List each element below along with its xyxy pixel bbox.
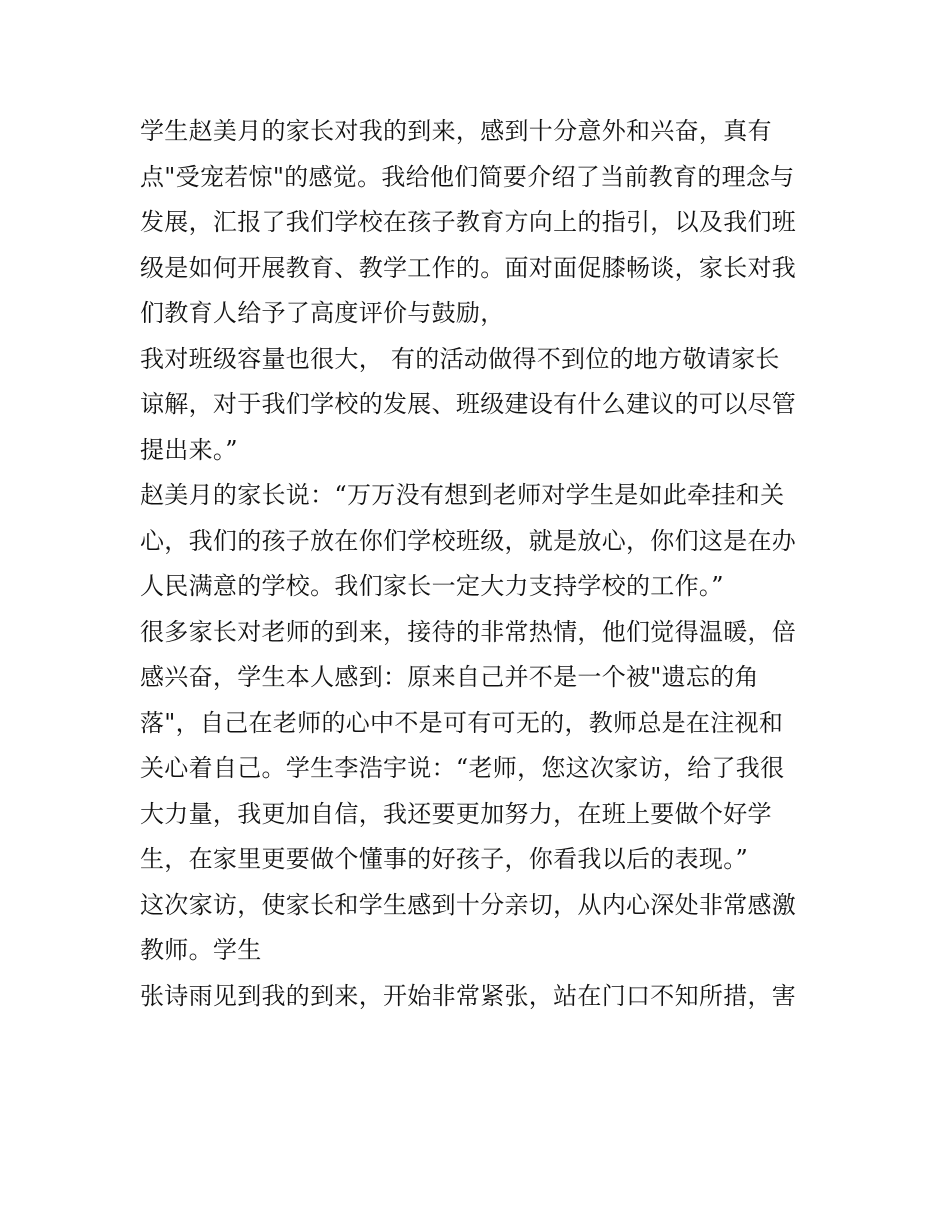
text-line: 生，在家里更要做个懂事的好孩子，你看我以后的表现。” — [140, 845, 749, 873]
text-line: 这次家访，使家长和学生感到十分亲切，从内心深处非常感激 — [140, 890, 797, 919]
text-line: 谅解，对于我们学校的发展、班级建设有什么建议的可以尽管 — [140, 390, 797, 418]
text-line: 赵美月的家长说：“万万没有想到老师对学生是如此牵挂和关 — [140, 481, 785, 509]
text-line: 我对班级容量也很大， 有的活动做得不到位的地方敬请家长 — [140, 344, 780, 373]
text-line: 点"受宠若惊"的感觉。我给他们简要介绍了当前教育的理念与 — [140, 162, 795, 191]
text-line: 大力量，我更加自信，我还要更加努力，在班上要做个好学 — [140, 799, 772, 828]
text-line: 心，我们的孩子放在你们学校班级，就是放心，你们这是在办 — [140, 526, 797, 555]
text-line: 张诗雨见到我的到来，开始非常紧张，站在门口不知所措，害 — [140, 981, 797, 1010]
text-line: 落"，自己在老师的心中不是可有可无的，教师总是在注视和 — [140, 708, 784, 737]
text-line: 很多家长对老师的到来，接待的非常热情，他们觉得温暖，倍 — [140, 617, 797, 646]
text-line: 发展，汇报了我们学校在孩子教育方向上的指引，以及我们班 — [140, 208, 797, 236]
text-line: 关心着自己。学生李浩宇说：“老师，您这次家访，给了我很 — [140, 754, 785, 782]
text-line: 学生赵美月的家长对我的到来，感到十分意外和兴奋，真有 — [140, 117, 772, 145]
text-line: 们教育人给予了高度评价与鼓励， — [140, 299, 505, 327]
body-text — [140, 109, 820, 1019]
text-line: 人民满意的学校。我们家长一定大力支持学校的工作。” — [140, 572, 724, 600]
text-line: 感兴奋，学生本人感到：原来自己并不是一个被"遗忘的角 — [140, 663, 759, 691]
text-line: 教师。学生 — [140, 936, 262, 964]
text-line: 提出来。” — [140, 435, 238, 464]
text-line: 级是如何开展教育、教学工作的。面对面促膝畅谈，家长对我 — [140, 253, 797, 282]
